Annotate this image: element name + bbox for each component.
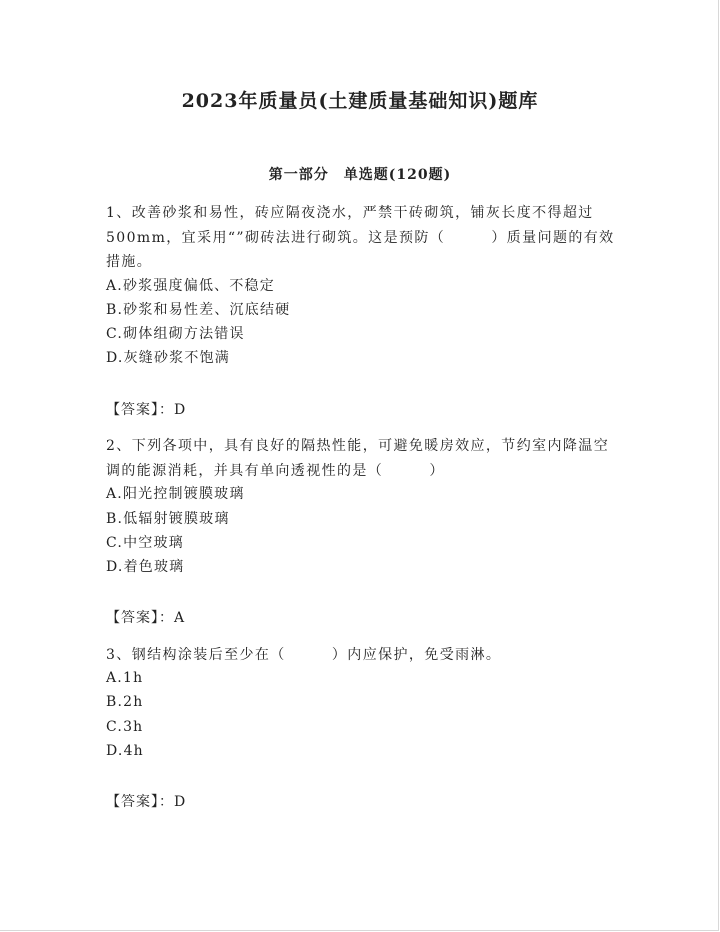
- question-1-answer: 【答案】：D: [106, 402, 187, 418]
- question-1-option-c: C.砌体组砌方法错误: [106, 326, 245, 342]
- question-3-option-d: D.4h: [106, 743, 144, 759]
- question-2-option-d: D.着色玻璃: [106, 559, 185, 575]
- question-3-option-c: C.3h: [106, 719, 144, 735]
- question-2-option-c: C.中空玻璃: [106, 535, 184, 551]
- question-1-option-a: A.砂浆强度偏低、不稳定: [106, 278, 275, 294]
- question-3-option-a: A.1h: [106, 670, 144, 686]
- section-title: 第一部分 单选题(120题): [268, 167, 452, 183]
- question-1-option-d: D.灰缝砂浆不饱满: [106, 350, 230, 366]
- question-3-answer: 【答案】：D: [106, 794, 187, 810]
- question-2-option-b: B.低辐射镀膜玻璃: [106, 511, 230, 527]
- question-3-option-b: B.2h: [106, 694, 144, 710]
- question-1-stem: 1、改善砂浆和易性，砖应隔夜浇水，严禁干砖砌筑，铺灰长度不得超过500mm，宜采用“”砌砖法进行砌筑。这是预防（ ）质量问题的有效措施。: [106, 205, 615, 270]
- document-title: 2023年质量员(土建质量基础知识)题库: [181, 90, 539, 112]
- question-3-stem: 3、钢结构涂装后至少在（ ）内应保护，免受雨淋。: [106, 647, 502, 663]
- question-1-option-b: B.砂浆和易性差、沉底结硬: [106, 302, 291, 318]
- question-2-option-a: A.阳光控制镀膜玻璃: [106, 486, 245, 502]
- question-2-answer: 【答案】：A: [106, 610, 186, 626]
- question-2-stem: 2、下列各项中，具有良好的隔热性能，可避免暖房效应，节约室内降温空调的能源消耗，并具有单向透视性的是（ ）: [106, 438, 610, 479]
